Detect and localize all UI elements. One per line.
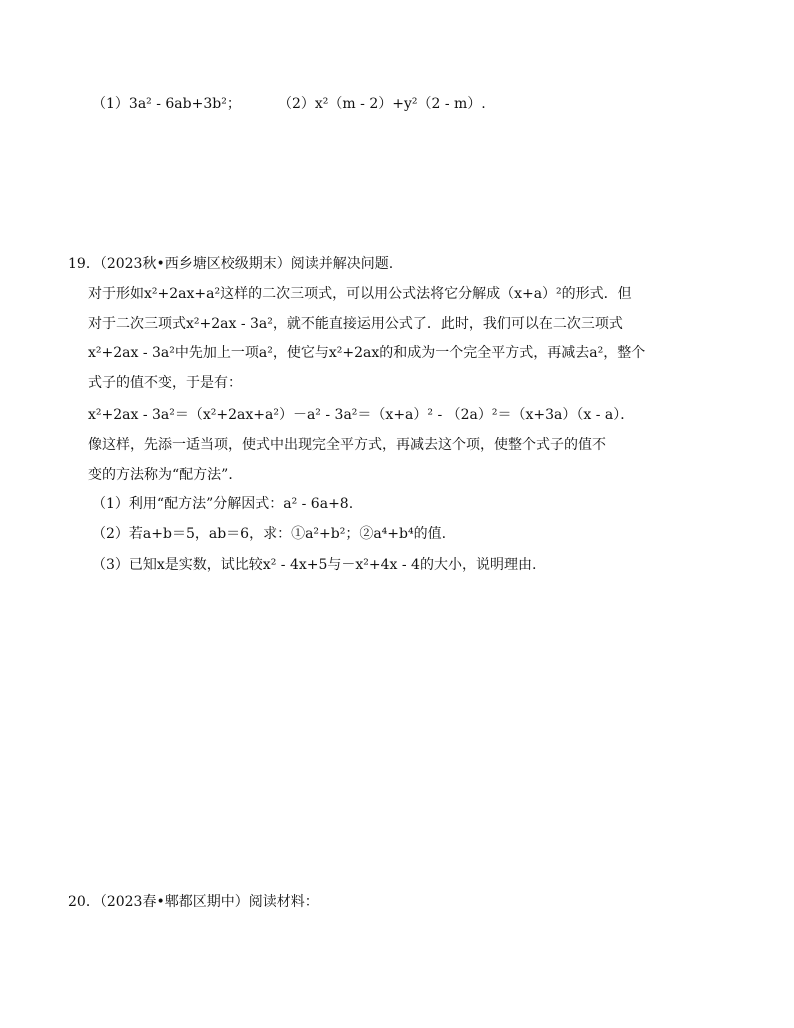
problem-19-line-5: x²+2ax - 3a²＝（x²+2ax+a²）－a² - 3a²＝（x+a）² - （2a）²＝（x+3a）（x - a）． <box>88 407 635 423</box>
problem-19-question-2: （2）若a+b＝5，ab＝6，求：①a²+b²；②a⁴+b⁴的值. <box>92 526 447 542</box>
prev-problem-part1: （1）3a² - 6ab+3b²； <box>92 96 241 112</box>
prev-problem-part2: （2）x²（m - 2）+y²（2 - m）. <box>278 96 486 112</box>
problem-19-line-3: x²+2ax - 3a²中先加上一项a²，使它与x²+2ax的和成为一个完全平方式，再减去a²，整个 <box>88 345 646 361</box>
problem-19-question-3: （3）已知x是实数，试比较x² - 4x+5与－x²+4x - 4的大小，说明理由. <box>92 557 537 573</box>
problem-20-header: 20．（2023春•郫都区期中）阅读材料： <box>68 894 319 910</box>
problem-19-line-7: 变的方法称为“配方法”． <box>88 467 243 483</box>
problem-19-line-2: 对于二次三项式x²+2ax - 3a²，就不能直接运用公式了．此时，我们可以在二次三项式 <box>88 316 623 332</box>
problem-19-question-1: （1）利用“配方法”分解因式：a² - 6a+8. <box>92 496 354 512</box>
problem-19-header: 19．（2023秋•西乡塘区校级期末）阅读并解决问题. <box>68 256 394 272</box>
problem-19-line-4: 式子的值不变，于是有： <box>88 375 242 391</box>
problem-19-line-1: 对于形如x²+2ax+a²这样的二次三项式，可以用公式法将它分解成（x+a）²的形式．但 <box>88 286 632 302</box>
problem-19-line-6: 像这样，先添一适当项，使式中出现完全平方式，再减去这个项，使整个式子的值不 <box>88 437 606 453</box>
